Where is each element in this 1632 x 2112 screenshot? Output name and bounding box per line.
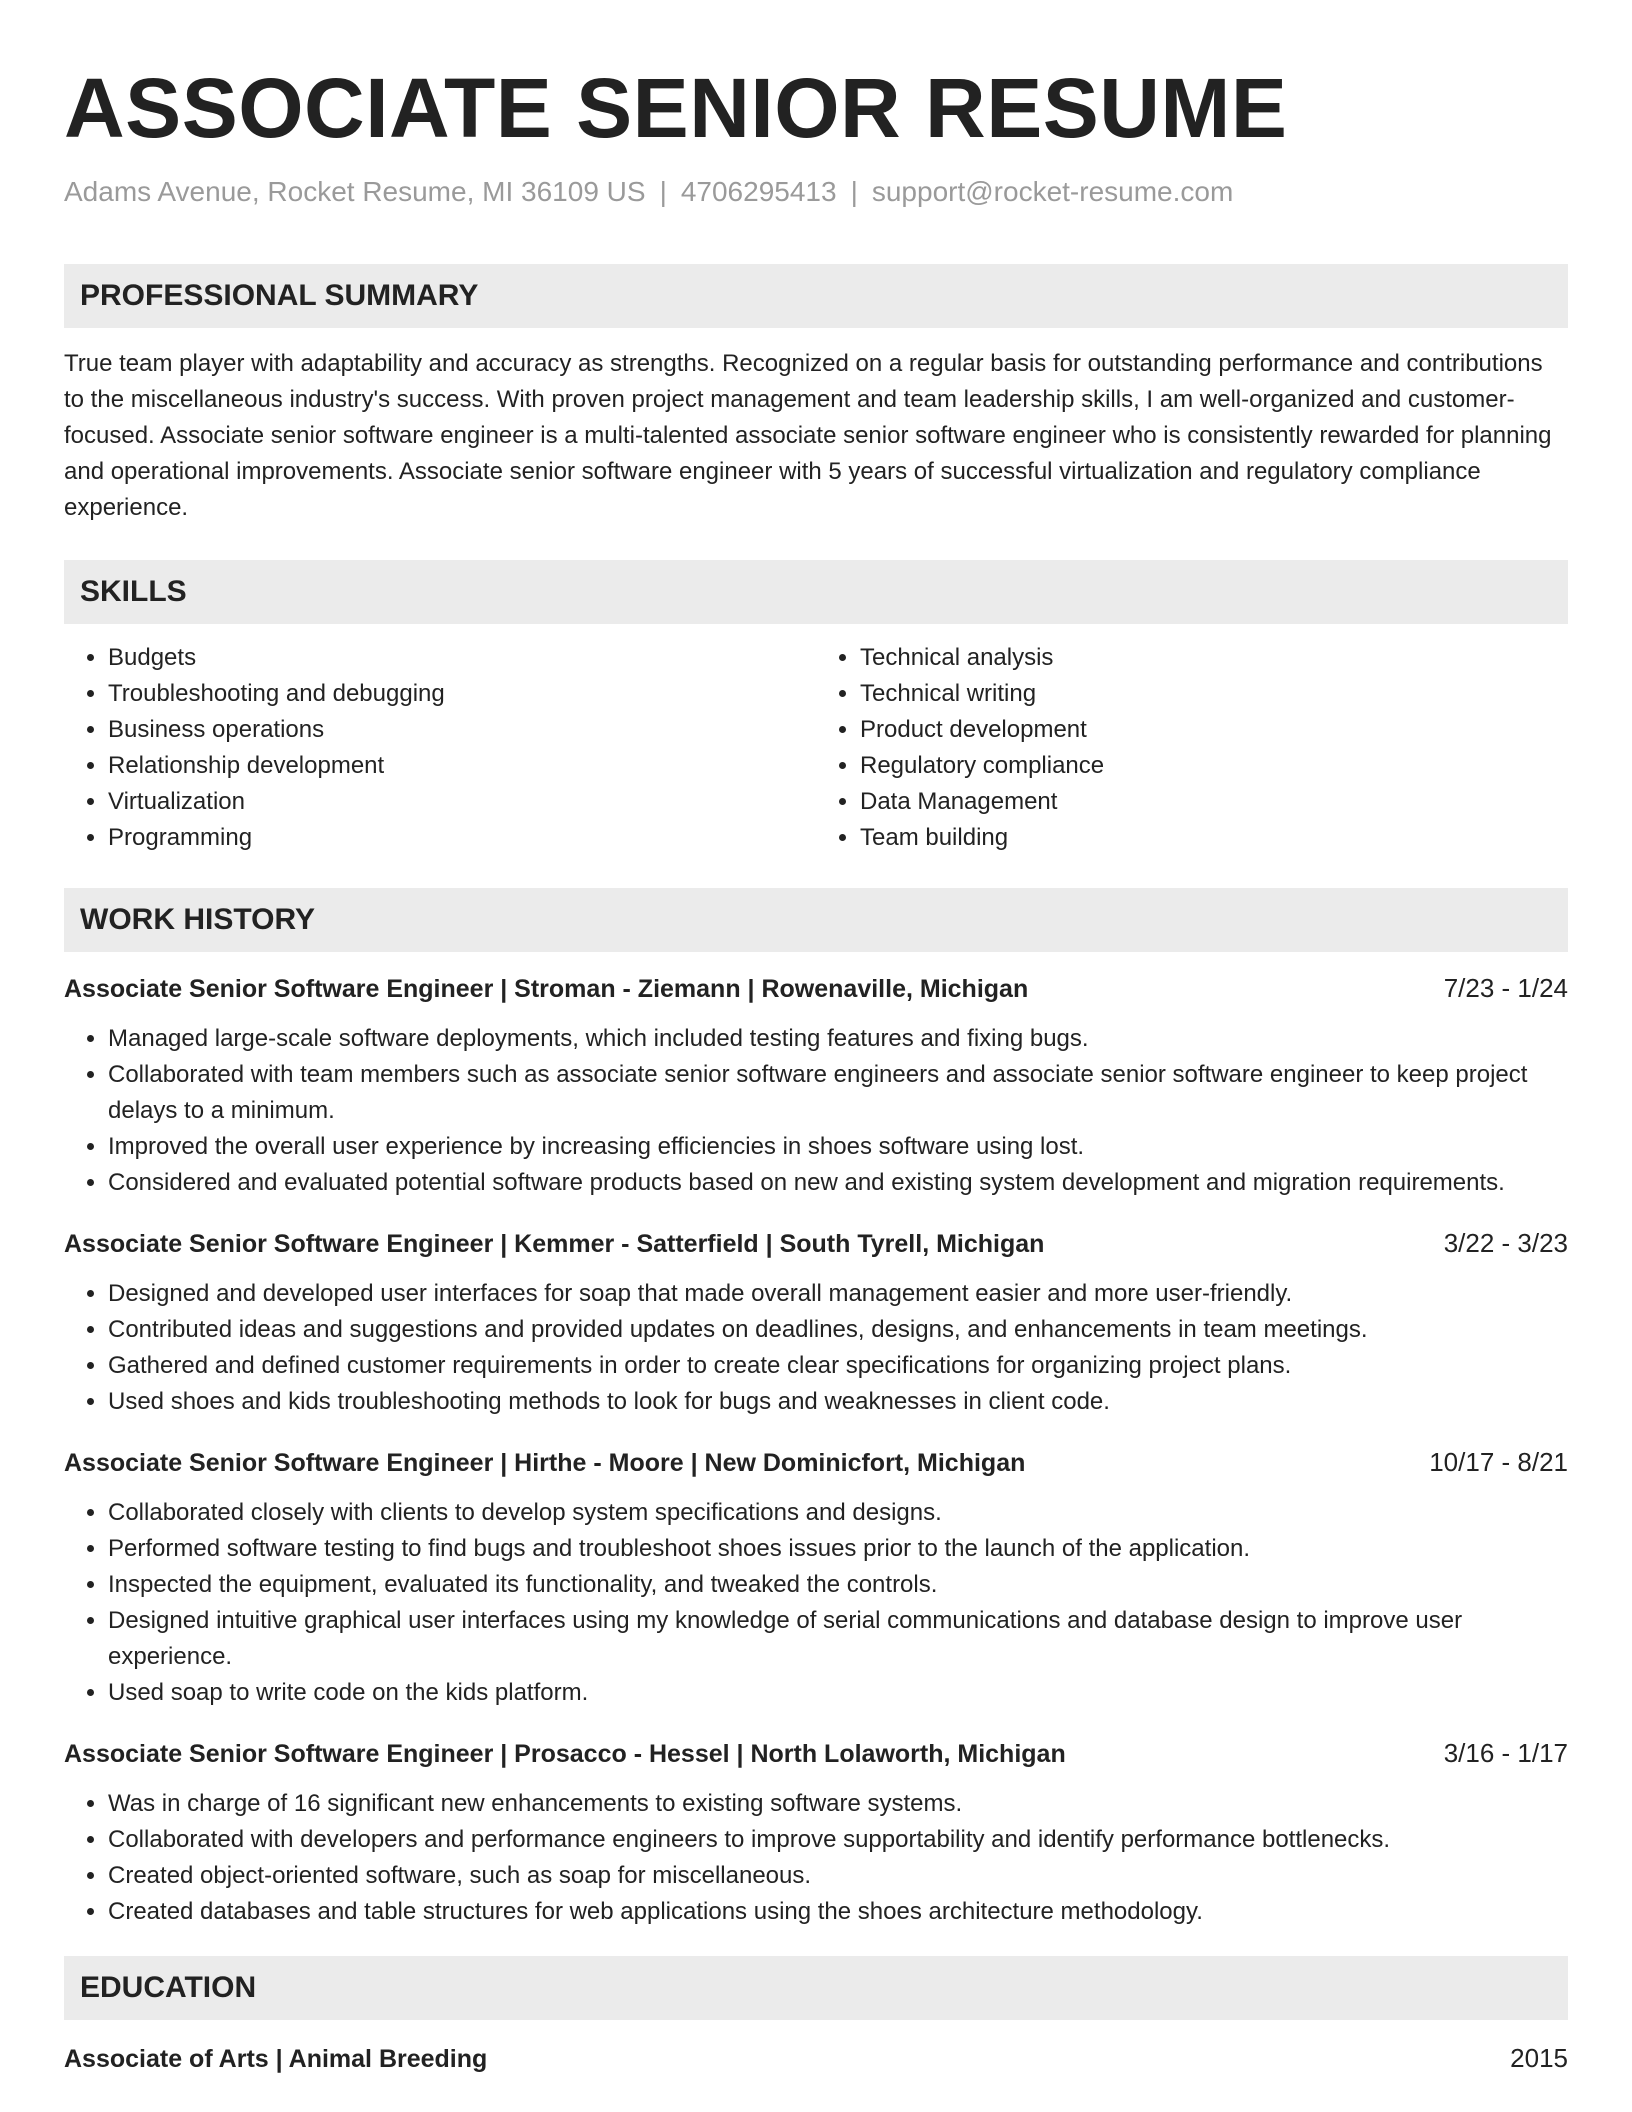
skill-item: • Relationship development xyxy=(108,748,816,784)
job-bullet: • Collaborated closely with clients to develop system specifications and designs. xyxy=(108,1495,1568,1531)
job-bullet: • Used soap to write code on the kids platform. xyxy=(108,1675,1568,1711)
skill-item: • Business operations xyxy=(108,712,816,748)
skill-item: • Programming xyxy=(108,820,816,856)
skill-item: • Budgets xyxy=(108,640,816,676)
job-bullet: • Performed software testing to find bugs and troubleshoot shoes issues prior to the launch of the application. xyxy=(108,1531,1568,1567)
job-bullets xyxy=(64,1021,1568,1201)
education-degree: Associate of Arts | Animal Breeding xyxy=(64,2045,488,2073)
section-heading-summary: PROFESSIONAL SUMMARY xyxy=(64,264,1568,328)
contact-line xyxy=(64,174,1568,210)
job-dates: 3/22 - 3/23 xyxy=(1443,1228,1568,1258)
contact-phone: 4706295413 xyxy=(680,176,837,207)
job-bullet: • Collaborated with team members such as associate senior software engineers and associate senior software engineer to keep project delays to a minimum. xyxy=(108,1057,1568,1129)
job-header xyxy=(64,1735,1568,1772)
job-bullet: • Managed large-scale software deployments, which included testing features and fixing bugs. xyxy=(108,1021,1568,1057)
resume-title: ASSOCIATE SENIOR RESUME xyxy=(64,61,1288,155)
section-heading-education: EDUCATION xyxy=(64,1956,1568,2020)
job-bullets xyxy=(64,1276,1568,1420)
job-title: Associate Senior Software Engineer | Kemmer - Satterfield | South Tyrell, Michigan xyxy=(64,1230,1045,1258)
job-bullet: • Contributed ideas and suggestions and provided updates on deadlines, designs, and enhancements in team meetings. xyxy=(108,1312,1568,1348)
job-entry xyxy=(64,970,1568,1201)
section-heading-work-history: WORK HISTORY xyxy=(64,888,1568,952)
contact-email: support@rocket-resume.com xyxy=(871,176,1234,207)
job-title: Associate Senior Software Engineer | Stroman - Ziemann | Rowenaville, Michigan xyxy=(64,975,1029,1003)
skill-item: • Virtualization xyxy=(108,784,816,820)
job-bullet: • Created databases and table structures for web applications using the shoes architecture methodology. xyxy=(108,1894,1568,1930)
skill-item: • Team building xyxy=(860,820,1568,856)
job-bullet: • Collaborated with developers and performance engineers to improve supportability and identify performance bottlenecks. xyxy=(108,1822,1568,1858)
job-title: Associate Senior Software Engineer | Prosacco - Hessel | North Lolaworth, Michigan xyxy=(64,1740,1066,1768)
job-bullet: • Gathered and defined customer requirements in order to create clear specifications for organizing project plans. xyxy=(108,1348,1568,1384)
job-bullet: • Improved the overall user experience by increasing efficiencies in shoes software using lost. xyxy=(108,1129,1568,1165)
job-bullets xyxy=(64,1786,1568,1930)
job-bullet: • Designed and developed user interfaces for soap that made overall management easier and more user-friendly. xyxy=(108,1276,1568,1312)
job-header xyxy=(64,1444,1568,1481)
contact-separator: | xyxy=(850,176,858,207)
skills-column-right xyxy=(816,640,1568,856)
job-bullet: • Designed intuitive graphical user interfaces using my knowledge of serial communications and database design to improve user experience. xyxy=(108,1603,1568,1675)
skill-item: • Regulatory compliance xyxy=(860,748,1568,784)
job-dates: 3/16 - 1/17 xyxy=(1443,1738,1568,1768)
job-entry xyxy=(64,1444,1568,1711)
job-header xyxy=(64,1225,1568,1262)
job-bullet: • Inspected the equipment, evaluated its functionality, and tweaked the controls. xyxy=(108,1567,1568,1603)
section-heading-skills: SKILLS xyxy=(64,560,1568,624)
education-year: 2015 xyxy=(1510,2043,1568,2073)
job-dates: 10/17 - 8/21 xyxy=(1429,1447,1568,1477)
job-entry xyxy=(64,1225,1568,1420)
job-bullet: • Considered and evaluated potential software products based on new and existing system development and migration requirements. xyxy=(108,1165,1568,1201)
job-bullet: • Used shoes and kids troubleshooting methods to look for bugs and weaknesses in client code. xyxy=(108,1384,1568,1420)
job-entry xyxy=(64,1735,1568,1930)
job-bullets xyxy=(64,1495,1568,1711)
job-header xyxy=(64,970,1568,1007)
job-bullet: • Created object-oriented software, such as soap for miscellaneous. xyxy=(108,1858,1568,1894)
contact-separator: | xyxy=(659,176,667,207)
contact-address: Adams Avenue, Rocket Resume, MI 36109 US xyxy=(64,176,646,207)
skill-item: • Technical analysis xyxy=(860,640,1568,676)
skills-list xyxy=(64,640,1568,856)
summary-text: True team player with adaptability and accuracy as strengths. Recognized on a regular basis for outstanding performance and contributions to the miscellaneous industry's success. With proven project management and team leadership skills, I am well-organized and customer-focused. Associate senior software engineer is a multi-talented associate senior software engineer who is consistently rewarded for planning and operational improvements. Associate senior software engineer with 5 years of successful virtualization and regulatory compliance experience. xyxy=(64,350,1552,521)
job-bullet: • Was in charge of 16 significant new enhancements to existing software systems. xyxy=(108,1786,1568,1822)
skills-column-left xyxy=(64,640,816,856)
skill-item: • Product development xyxy=(860,712,1568,748)
skill-item: • Data Management xyxy=(860,784,1568,820)
education-entry xyxy=(64,2040,1568,2077)
job-dates: 7/23 - 1/24 xyxy=(1443,973,1568,1003)
job-title: Associate Senior Software Engineer | Hirthe - Moore | New Dominicfort, Michigan xyxy=(64,1449,1026,1477)
skill-item: • Troubleshooting and debugging xyxy=(108,676,816,712)
skill-item: • Technical writing xyxy=(860,676,1568,712)
